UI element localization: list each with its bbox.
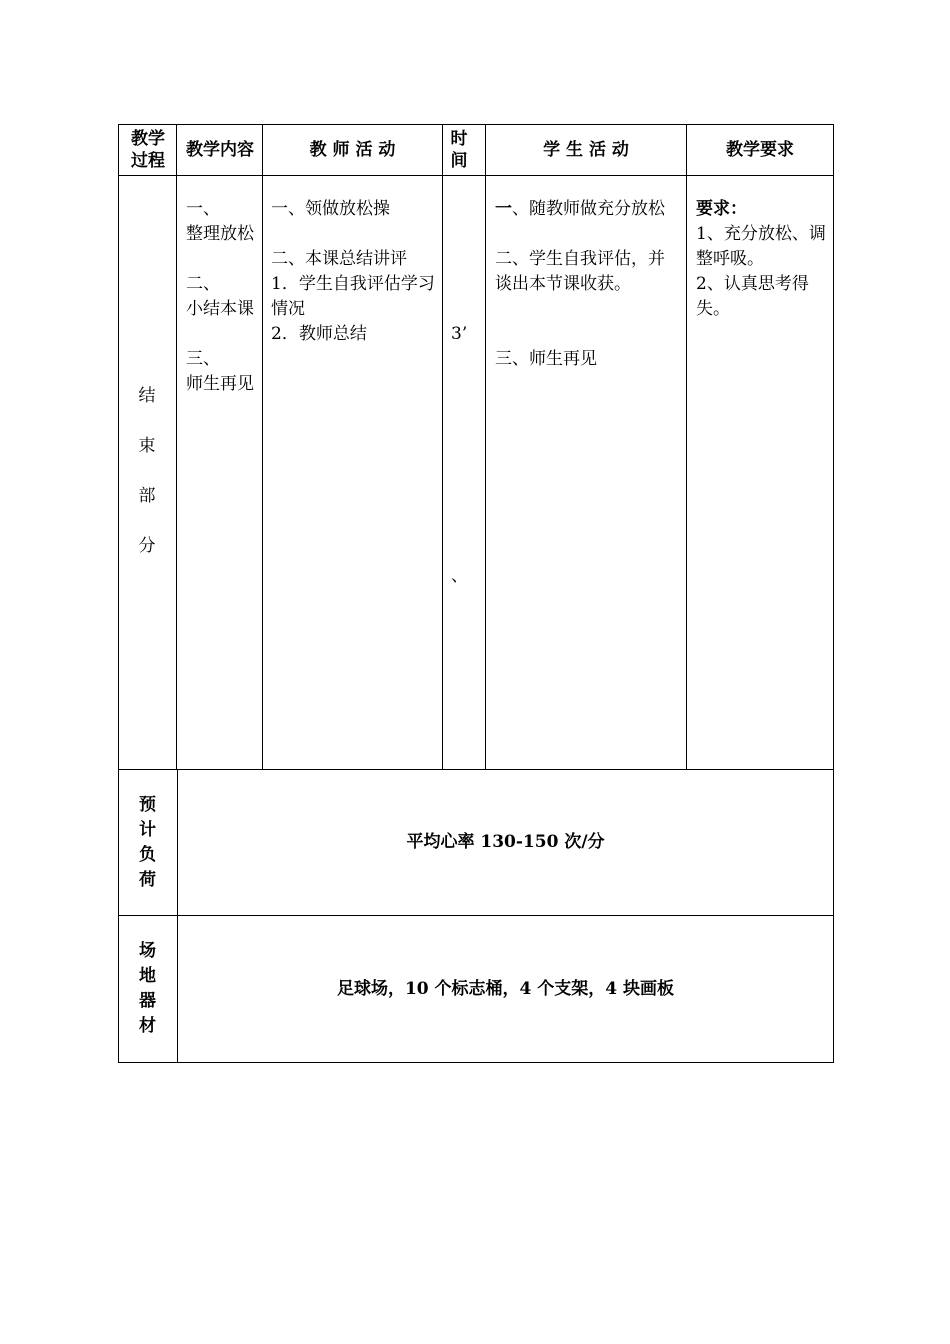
requirement-item: 2、认真思考得失。 [696, 274, 809, 319]
time-value: 3’ [451, 324, 468, 344]
requirement-cell [696, 197, 829, 322]
col-divider-5 [686, 124, 687, 770]
load-label-char: 预 [139, 794, 156, 815]
content-item-text: 小结本课 [186, 299, 254, 319]
time-mark: 、 [451, 566, 468, 586]
load-label-char: 荷 [139, 869, 156, 890]
teacher-activity-line: 二、本课总结讲评 [271, 249, 407, 269]
student-activity-line [495, 197, 681, 222]
student-activity-line: 二、学生自我评估，并谈出本节课收获。 [495, 249, 665, 294]
header-process: 教学过程 [131, 129, 165, 171]
col-divider-1 [176, 124, 177, 770]
load-label-char: 计 [139, 819, 156, 840]
header-student-activity: 学 生 活 动 [543, 140, 629, 160]
content-item-text: 整理放松 [186, 224, 254, 244]
load-label-char: 负 [139, 844, 156, 865]
content-item-text: 师生再见 [186, 374, 254, 394]
student-line-text: 、随教师做充分放松 [512, 199, 665, 219]
content-item-number: 三、 [186, 349, 220, 369]
equipment-label-char: 材 [139, 1016, 156, 1036]
col-divider-3 [442, 124, 443, 770]
header-content: 教学内容 [186, 140, 254, 160]
lesson-table [118, 124, 834, 1063]
requirement-item: 1、充分放松、调整呼吸。 [696, 224, 826, 269]
equipment-label-char: 地 [139, 966, 156, 986]
process-char: 部 [138, 486, 156, 506]
equipment-label [118, 916, 177, 1062]
load-label [118, 770, 177, 915]
header-teacher-activity: 教 师 活 动 [309, 140, 396, 160]
student-activity-line: 三、师生再见 [495, 349, 597, 369]
equipment-label-char: 场 [139, 941, 156, 961]
content-item-number: 一、 [186, 199, 220, 219]
content-item-number: 二、 [186, 274, 220, 294]
requirement-title: 要求： [696, 199, 747, 219]
header-divider [118, 175, 834, 176]
process-char: 束 [138, 436, 156, 456]
equipment-label-char: 器 [139, 991, 156, 1011]
process-cell [118, 384, 176, 584]
student-activity-cell [495, 197, 681, 372]
teacher-activity-cell [271, 197, 437, 347]
header-time: 时间 [450, 129, 468, 171]
load-value: 平均心率 130-150 次/分 [406, 832, 605, 852]
process-char: 分 [138, 536, 156, 556]
teacher-activity-line: 1．学生自我评估学习情况 [271, 274, 435, 319]
content-cell [186, 197, 254, 397]
process-char: 结 [138, 386, 156, 406]
header-requirement: 教学要求 [726, 140, 794, 160]
table-border-right [833, 124, 834, 1063]
table-border-bottom [118, 1062, 834, 1063]
teacher-activity-line: 一、领做放松操 [271, 199, 390, 219]
col-divider-4 [485, 124, 486, 770]
col-divider-2 [262, 124, 263, 770]
teacher-activity-line: 2．教师总结 [271, 324, 367, 344]
equipment-value: 足球场，10 个标志桶，4 个支架，4 块画板 [336, 978, 675, 999]
student-line-number: 一 [495, 199, 512, 219]
